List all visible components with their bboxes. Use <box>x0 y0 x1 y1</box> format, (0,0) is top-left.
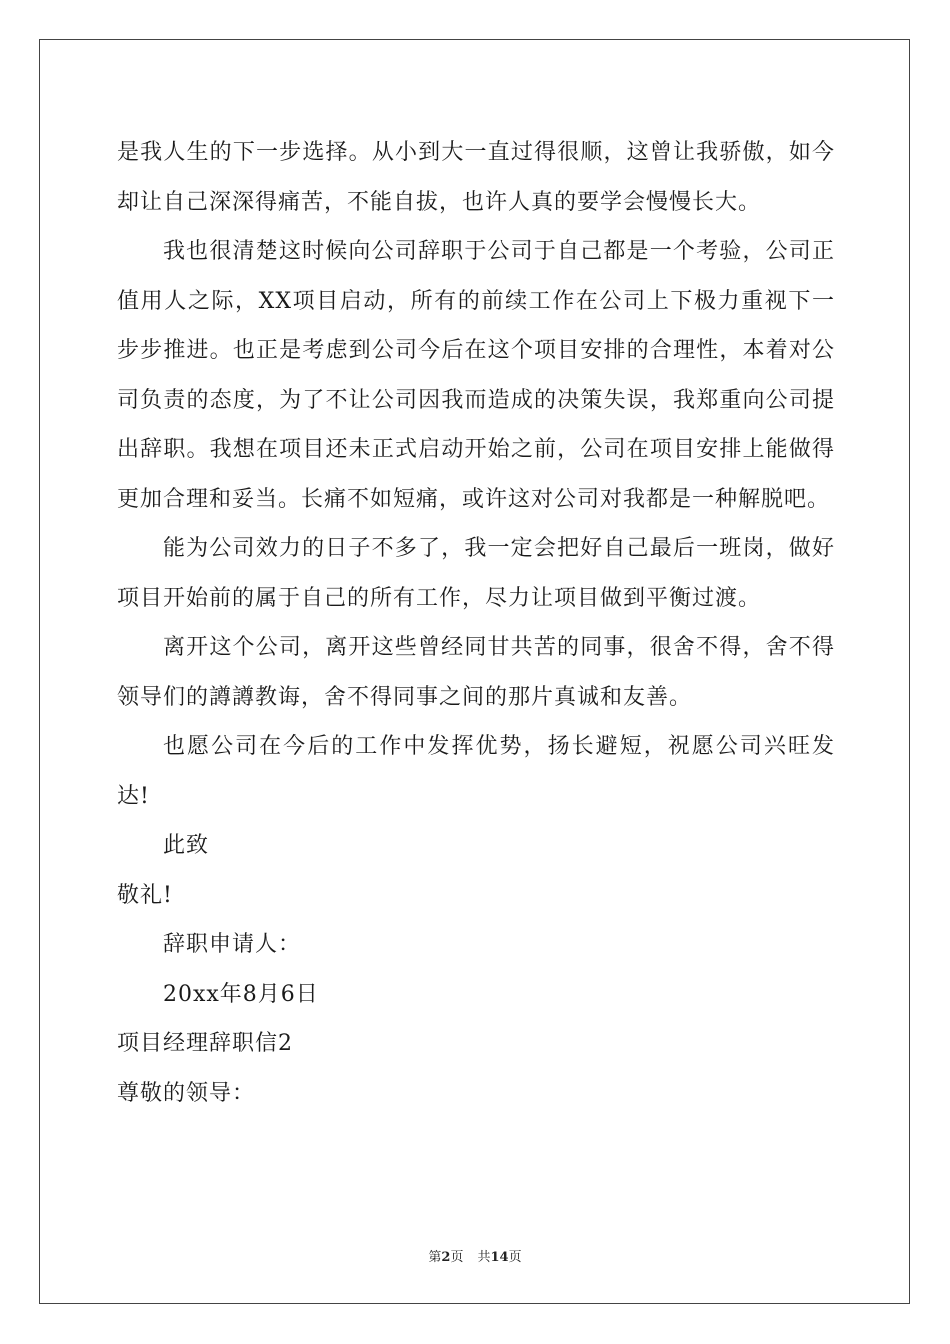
paragraph-1: 是我人生的下一步选择。从小到大一直过得很顺，这曾让我骄傲，如今却让自己深深得痛苦，不能自拔，也许人真的要学会慢慢长大。 <box>117 140 835 215</box>
greeting: 尊敬的领导： <box>117 1080 256 1106</box>
footer-total-suffix: 页 <box>508 1250 522 1265</box>
paragraph-4: 离开这个公司，离开这些曾经同甘共苦的同事，很舍不得，舍不得领导们的譐譐教诲，舍不得同事之间的那片真诚和友善。 <box>117 635 835 710</box>
paragraph-5: 也愿公司在今后的工作中发挥优势，扬长避短，祝愿公司兴旺发达! <box>117 734 835 809</box>
section-title: 项目经理辞职信2 <box>117 1031 293 1056</box>
paragraph-3: 能为公司效力的日子不多了，我一定会把好自己最后一班岗，做好项目开始前的属于自己的所有工作，尽力让项目做到平衡过渡。 <box>117 536 835 611</box>
footer-page-prefix: 第 <box>428 1250 442 1265</box>
footer-page-suffix: 页 <box>450 1250 464 1265</box>
page-footer <box>0 1246 950 1265</box>
closing-salutation: 此致 <box>163 833 210 858</box>
paragraph-2: 我也很清楚这时候向公司辞职于公司于自己都是一个考验，公司正值用人之际，XX项目启动，所有的前续工作在公司上下极力重视下一步步推进。也正是考虑到公司今后在这个项目安排的合理性，本着对公司负责的态度，为了不让公司因我而造成的决策失误，我郑重向公司提出辞职。我想在项目还未正式启动开始之前，公司在项目安排上能做得更加合理和妥当。长痛不如短痛，或许这对公司对我都是一种解脱吧。 <box>117 239 835 512</box>
footer-total-prefix: 共 <box>477 1250 491 1265</box>
footer-page-number: 2 <box>441 1250 451 1265</box>
document-body <box>117 128 835 1118</box>
date-line: 20xx年8月6日 <box>163 981 319 1007</box>
closing-regards: 敬礼! <box>117 882 173 908</box>
footer-total-pages: 14 <box>490 1250 509 1265</box>
signature-label: 辞职申请人： <box>163 932 302 957</box>
